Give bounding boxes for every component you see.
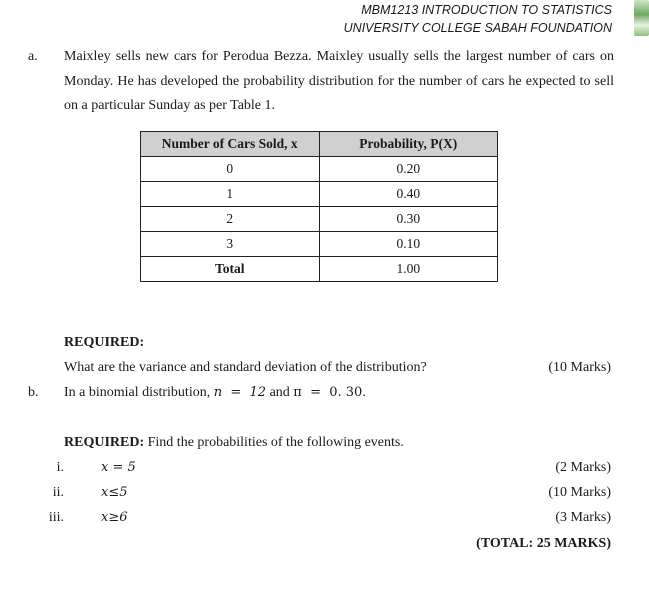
part-b-label: b. [28, 385, 39, 400]
cell-x: 3 [141, 232, 320, 257]
part-a-label: a. [28, 49, 38, 64]
item-number: ii. [52, 485, 64, 500]
n-expression: n = 12 [213, 385, 267, 400]
item-expression: x = 5 [101, 460, 136, 475]
table-row [141, 182, 498, 207]
total-label: Total [141, 257, 320, 282]
item-expression: x≥6 [101, 510, 128, 525]
cell-p: 0.30 [319, 207, 498, 232]
and-word: and [269, 385, 290, 400]
part-a-paragraph: Maixley sells new cars for Perodua Bezza. Maixley usually sells the largest number of cars on Monday. He has developed the probability distribution for the number of cars he expected to sell on a particular Sunday as per Table 1. [64, 49, 614, 113]
part-a-marks: (10 Marks) [548, 360, 611, 375]
table-row [141, 207, 498, 232]
period: . [362, 385, 366, 400]
table-row [141, 232, 498, 257]
cell-x: 2 [141, 207, 320, 232]
table-header-row [141, 132, 498, 157]
part-a-question: What are the variance and standard deviation of the distribution? [64, 360, 427, 375]
item-expression: x≤5 [101, 485, 128, 500]
col-header-cars-sold: Number of Cars Sold, x [141, 132, 320, 157]
part-b-required [64, 435, 404, 451]
table-row [141, 157, 498, 182]
total-value: 1.00 [319, 257, 498, 282]
institution-name: UNIVERSITY COLLEGE SABAH FOUNDATION [343, 21, 612, 35]
institution-logo [634, 0, 649, 36]
table-total-row [141, 257, 498, 282]
cell-p: 0.20 [319, 157, 498, 182]
part-a-required-label: REQUIRED: [64, 335, 145, 350]
cell-x: 0 [141, 157, 320, 182]
probability-table [140, 131, 498, 282]
part-b-text-prefix: In a binomial distribution, [64, 385, 211, 400]
cell-p: 0.40 [319, 182, 498, 207]
item-marks: (2 Marks) [555, 460, 611, 475]
part-b-statement [64, 385, 366, 401]
cell-x: 1 [141, 182, 320, 207]
col-header-probability: Probability, P(X) [319, 132, 498, 157]
total-marks: (TOTAL: 25 MARKS) [476, 536, 611, 551]
item-marks: (10 Marks) [548, 485, 611, 500]
part-b-required-text: Find the probabilities of the following events. [147, 435, 404, 450]
cell-p: 0.10 [319, 232, 498, 257]
item-number: iii. [48, 510, 64, 525]
item-marks: (3 Marks) [555, 510, 611, 525]
course-title: MBM1213 INTRODUCTION TO STATISTICS [361, 3, 612, 17]
item-number: i. [56, 460, 64, 475]
part-b-required-label: REQUIRED: [64, 435, 145, 450]
pi-expression: π = 0. 30 [293, 385, 363, 400]
